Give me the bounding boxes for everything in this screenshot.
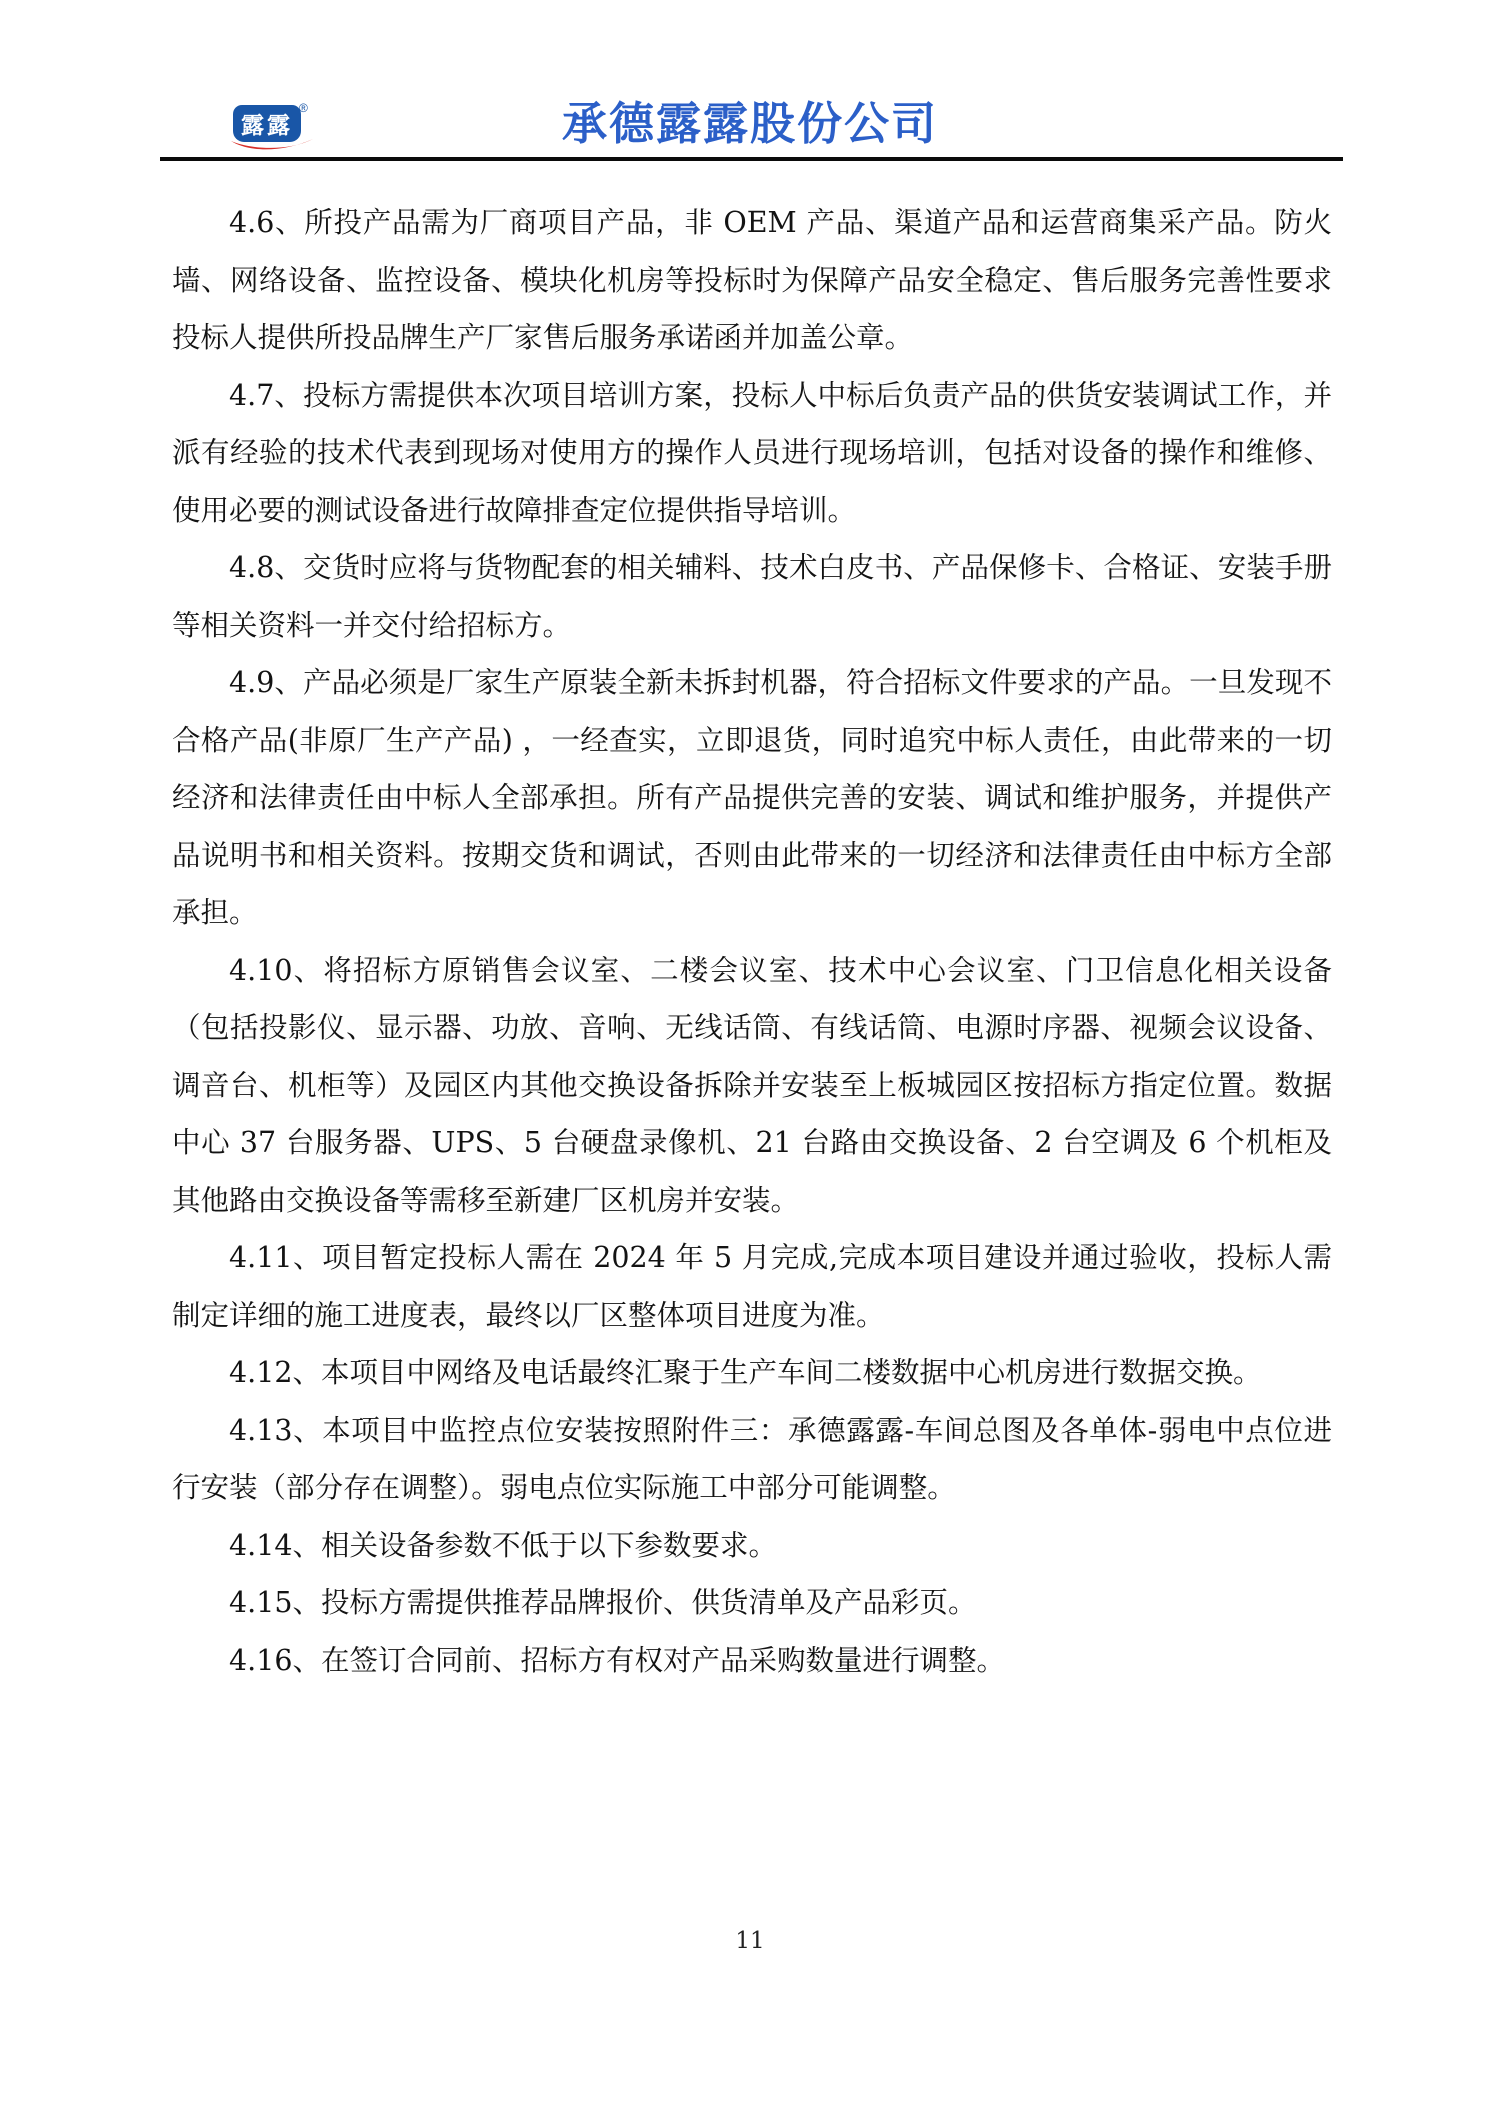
- logo-text: 露露: [241, 112, 293, 138]
- clause-4-10: 4.10、将招标方原销售会议室、二楼会议室、技术中心会议室、门卫信息化相关设备（包括投影仪、显示器、功放、音响、无线话筒、有线话筒、电源时序器、视频会议设备、调音台、机柜等）及园区内其他交换设备拆除并安装至上板城园区按招标方指定位置。数据中心 37 台服务器、UPS、5 台硬盘录像机、21 台路由交换设备、2 台空调及 6 个机柜及其他路由交换设备等需移至新建厂区机房并安装。: [172, 953, 1332, 1217]
- clause-4-6: 4.6、所投产品需为厂商项目产品，非 OEM 产品、渠道产品和运营商集采产品。防火墙、网络设备、监控设备、模块化机房等投标时为保障产品安全稳定、售后服务完善性要求投标人提供所投品牌生产厂家售后服务承诺函并加盖公章。: [172, 206, 1332, 354]
- clause-4-8: 4.8、交货时应将与货物配套的相关辅料、技术白皮书、产品保修卡、合格证、安装手册等相关资料一并交付给招标方。: [172, 551, 1332, 642]
- clause-4-15: 4.15、投标方需提供推荐品牌报价、供货清单及产品彩页。: [229, 1586, 977, 1619]
- clause-4-14: 4.14、相关设备参数不低于以下参数要求。: [229, 1528, 777, 1562]
- clause-4-16: 4.16、在签订合同前、招标方有权对产品采购数量进行调整。: [229, 1643, 1005, 1677]
- document-content: [172, 194, 1332, 1689]
- page-number: 11: [735, 1928, 765, 1954]
- clause-4-13: 4.13、本项目中监控点位安装按照附件三：承德露露-车间总图及各单体-弱电中点位进行安装（部分存在调整）。弱电点位实际施工中部分可能调整。: [172, 1413, 1332, 1504]
- clause-4-7: 4.7、投标方需提供本次项目培训方案，投标人中标后负责产品的供货安装调试工作，并派有经验的技术代表到现场对使用方的操作人员进行现场培训，包括对设备的操作和维修、使用必要的测试设备进行故障排查定位提供指导培训。: [172, 378, 1332, 527]
- page-header: [0, 0, 1500, 162]
- page-title: 承德露露股份公司: [561, 98, 938, 149]
- clause-4-11: 4.11、项目暂定投标人需在 2024 年 5 月完成,完成本项目建设并通过验收，投标人需制定详细的施工进度表，最终以厂区整体项目进度为准。: [172, 1241, 1332, 1332]
- header-divider: [160, 157, 1343, 161]
- registered-trademark-icon: ®: [299, 101, 308, 115]
- clause-4-12: 4.12、本项目中网络及电话最终汇聚于生产车间二楼数据中心机房进行数据交换。: [229, 1356, 1262, 1389]
- clause-4-9: 4.9、产品必须是厂家生产原装全新未拆封机器，符合招标文件要求的产品。一旦发现不合格产品(非原厂生产产品) ，一经查实，立即退货，同时追究中标人责任，由此带来的一切经济和法律责任由中标人全部承担。所有产品提供完善的安装、调试和维护服务，并提供产品说明书和相关资料。按期交货和调试，否则由此带来的一切经济和法律责任由中标方全部承担。: [172, 666, 1332, 929]
